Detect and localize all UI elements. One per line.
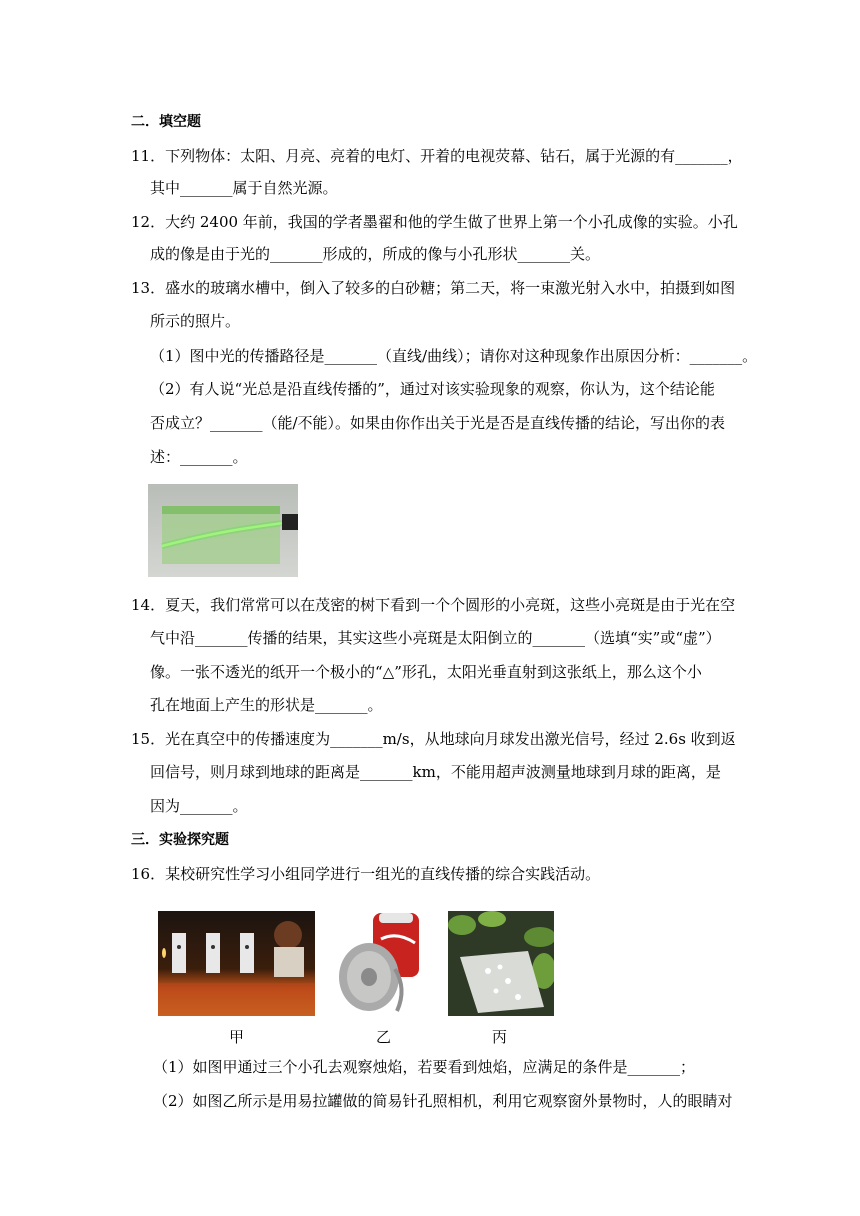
caption-bing: 丙 xyxy=(492,1028,508,1046)
section-heading-experiment: 三．实验探究题 xyxy=(131,832,229,848)
q15-line2: 回信号，则月球到地球的距离是_______km，不能用超声波测量地球到月球的距离，是 xyxy=(150,763,721,781)
q12-line2: 成的像是由于光的_______形成的，所成的像与小孔形状_______关。 xyxy=(150,245,601,263)
q12-line1: 12．大约 2400 年前，我国的学者墨翟和他的学生做了世界上第一个小孔成像的实验。小孔 xyxy=(131,213,738,231)
q15-line3: 因为_______。 xyxy=(150,797,248,815)
q16-part1: （1）如图甲通过三个小孔去观察烛焰，若要看到烛焰，应满足的条件是_______； xyxy=(153,1058,696,1076)
caption-yi: 乙 xyxy=(376,1028,392,1046)
q13-line1: 13．盛水的玻璃水槽中，倒入了较多的白砂糖；第二天，将一束激光射入水中，拍摄到如图 xyxy=(131,279,736,297)
q13-part2-line1: （2）有人说“光总是沿直线传播的”，通过对该实验现象的观察，你认为，这个结论能 xyxy=(150,380,715,398)
leaf-light-spots-photo xyxy=(448,911,554,1016)
q16-line1: 16．某校研究性学习小组同学进行一组光的直线传播的综合实践活动。 xyxy=(131,865,601,883)
q14-line3: 像。一张不透光的纸开一个极小的“△”形孔，太阳光垂直射到这张纸上，那么这个小 xyxy=(150,663,702,681)
q13-part1: （1）图中光的传播路径是_______（直线/曲线）；请你对这种现象作出原因分析：_______。 xyxy=(150,347,758,365)
q15-line1: 15．光在真空中的传播速度为_______m/s，从地球向月球发出激光信号，经过 2.6s 收到返 xyxy=(131,730,736,748)
caption-jia: 甲 xyxy=(229,1028,245,1046)
q14-line1: 14．夏天，我们常常可以在茂密的树下看到一个个圆形的小亮斑，这些小亮斑是由于光在空 xyxy=(131,596,736,614)
q11-line1: 11．下列物体：太阳、月亮、亮着的电灯、开着的电视荧幕、钻石，属于光源的有_______， xyxy=(131,147,743,165)
laser-tank-photo xyxy=(148,484,298,577)
q13-part2-line3: 述：_______。 xyxy=(150,448,248,466)
candle-pinhole-photo xyxy=(158,911,315,1016)
q14-line4: 孔在地面上产生的形状是_______。 xyxy=(150,696,383,714)
section-heading-fill-blank: 二．填空题 xyxy=(131,114,201,130)
q11-line2: 其中_______属于自然光源。 xyxy=(150,179,338,197)
q14-line2: 气中沿_______传播的结果，其实这些小亮斑是太阳倒立的_______（选填“实”或“虚”） xyxy=(150,629,721,647)
q13-part2-line2: 否成立？_______（能/不能）。如果由你作出关于光是否是直线传播的结论，写出你的表 xyxy=(150,414,726,432)
q13-line2: 所示的照片。 xyxy=(150,312,241,330)
can-pinhole-camera-photo xyxy=(335,909,433,1019)
q16-part2: （2）如图乙所示是用易拉罐做的简易针孔照相机，利用它观察窗外景物时，人的眼睛对 xyxy=(153,1092,733,1110)
